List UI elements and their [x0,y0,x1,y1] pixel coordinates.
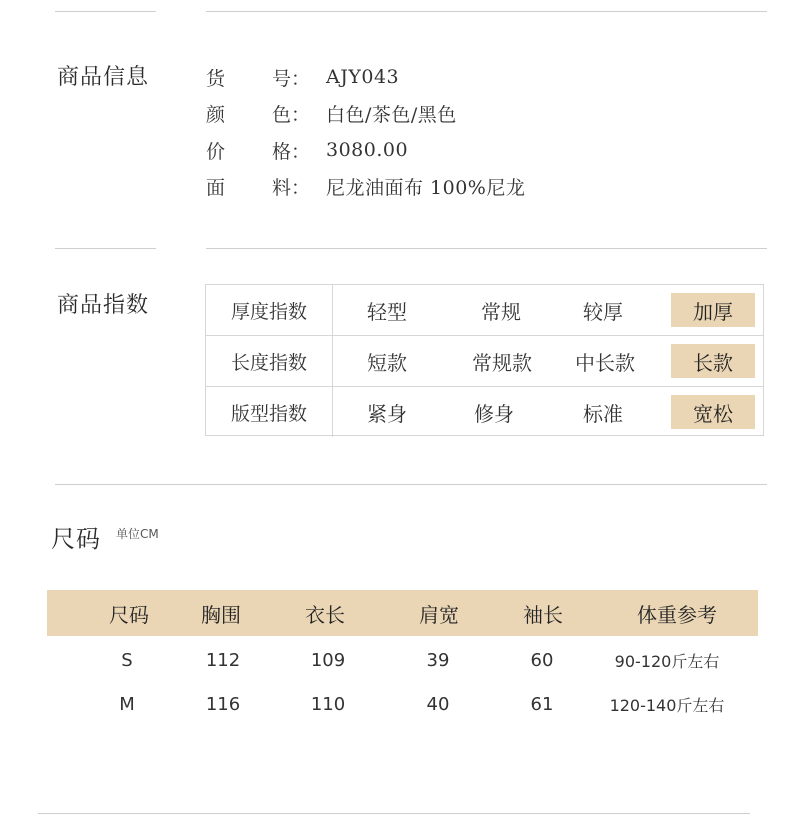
info-value-sku: AJY043 [326,66,400,88]
index-option: 标准 [583,401,623,426]
info-row-material [206,171,525,201]
index-option-selected: 加厚 [671,293,755,327]
info-key-char: 颜 [206,103,226,126]
index-option: 短款 [367,350,407,375]
index-option-selected: 长款 [671,344,755,378]
info-key-char: 价 [206,140,226,163]
size-cell: 112 [205,649,241,671]
product-index-title: 商品指数 [57,293,150,318]
size-header-cell: 衣长 [305,602,345,627]
info-key-char: 格： [272,140,311,163]
size-table-header [47,590,758,636]
info-key-char: 号： [272,67,311,90]
size-header-cell: 尺码 [109,602,149,627]
info-row-price [206,135,408,165]
index-option: 常规款 [472,350,532,375]
product-info-title: 商品信息 [57,65,150,90]
size-cell: 120-140斤左右 [609,695,725,715]
info-value-material: 尼龙油面布 100%尼龙 [326,176,526,199]
size-cell: 60 [530,649,554,671]
index-label: 长度指数 [206,336,333,386]
size-cell: S [121,649,133,671]
size-header-cell: 体重参考 [637,602,717,627]
divider-mid-right [206,248,767,249]
info-row-sku [206,62,399,92]
index-option-selected: 宽松 [671,395,755,429]
size-cell: 61 [530,693,554,715]
info-value-color: 白色/茶色/黑色 [326,103,457,126]
size-table-row [47,645,758,675]
info-key-char: 料： [272,176,311,199]
size-header-cell: 袖长 [523,602,563,627]
divider-bottom [38,813,750,814]
index-option: 紧身 [367,401,407,426]
info-key-char: 色： [272,103,311,126]
info-key-char: 货 [206,67,226,90]
info-key-char: 面 [206,176,226,199]
size-header-cell: 胸围 [201,602,241,627]
index-row-fit [206,386,763,437]
index-label: 版型指数 [206,387,333,437]
divider-top-right [206,11,767,12]
size-cell: 40 [426,693,450,715]
index-option: 常规 [481,299,521,324]
divider-mid-left [55,248,156,249]
info-value-price: 3080.00 [326,139,409,161]
info-row-color [206,98,457,128]
divider-top-left [55,11,156,12]
index-option: 较厚 [583,299,623,324]
index-option: 中长款 [575,350,635,375]
size-cell: 109 [310,649,346,671]
size-cell: 116 [205,693,241,715]
index-row-thickness [206,285,763,335]
size-cell: 90-120斤左右 [614,651,720,671]
size-unit-label: 单位CM [116,527,159,541]
index-table [205,284,764,436]
index-option: 修身 [474,401,514,426]
size-cell: 110 [310,693,346,715]
index-row-length [206,335,763,386]
size-cell: M [119,693,135,715]
size-table-row [47,689,758,719]
size-cell: 39 [426,649,450,671]
divider-size [55,484,767,485]
size-header-cell: 肩宽 [419,602,459,627]
index-option: 轻型 [367,299,407,324]
size-chart-title: 尺码 [51,525,101,553]
index-label: 厚度指数 [206,285,333,335]
